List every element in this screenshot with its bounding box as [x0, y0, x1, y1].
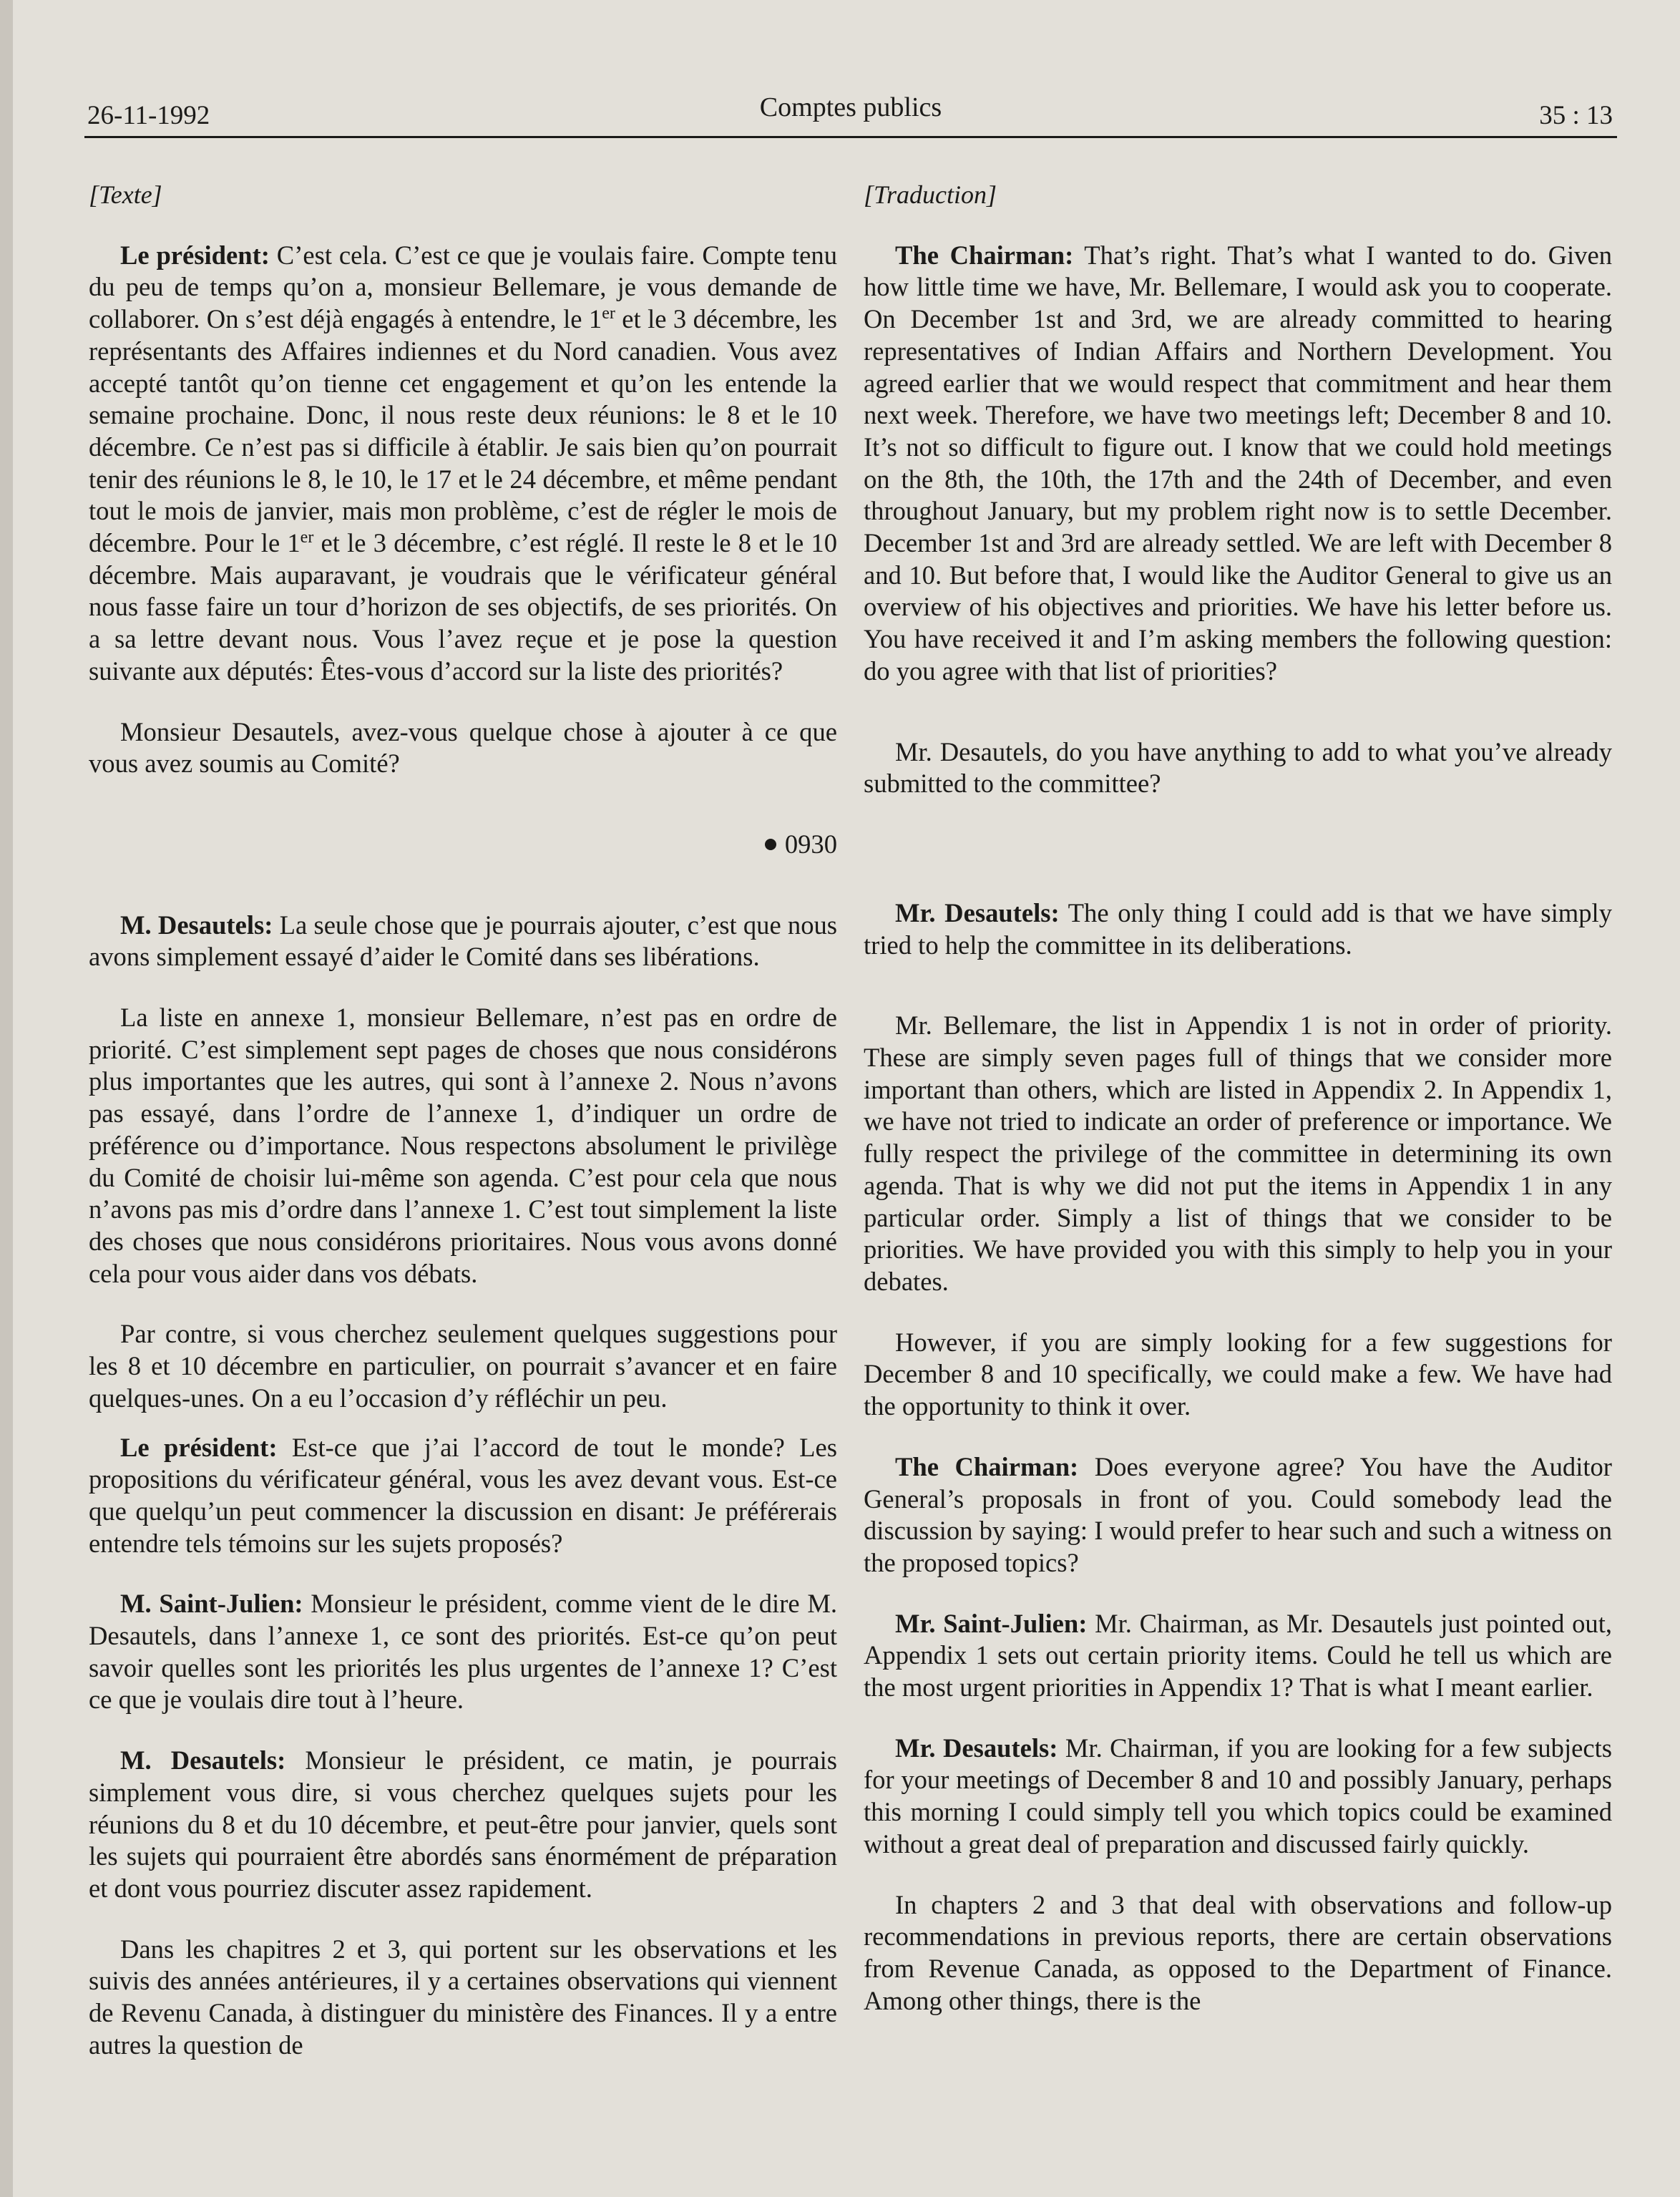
english-paragraph-8: Mr. Desautels: Mr. Chairman, if you are looking for a few subjects for your meetings of December 8 and 10 and possibly January, perhaps this morning I could simply tell you which topics could be examined without a great deal of preparation and discussed fairly quickly.	[864, 1733, 1612, 1859]
header-title: Comptes publics	[759, 92, 942, 122]
speaker-name: Mr. Desautels:	[895, 897, 1060, 927]
english-paragraph-1: The Chairman: That’s right. That’s what I wanted to do. Given how little time we have, Mr. Bellemare, I would ask you to cooperate. On December 1st and 3rd, we are already committed to hearing representatives of Indian Affairs and Northern Development. You agreed earlier that we would respect that commitment and hear them next week. Therefore, we have two meetings left; December 8 and 10. It’s not so difficult to figure out. I know that we could hold meetings on the 8th, the 10th, the 17th and the 24th of December, and even throughout January, but my problem right now is to settle December. December 1st and 3rd are already settled. We are left with December 8 and 10. But before that, I would like the Auditor General to give us an overview of his objectives and priorities. We have his letter before us. You have received it and I’m asking members the following question: do you agree with that list of priorities?	[864, 240, 1612, 686]
french-label: [Texte]	[89, 180, 162, 209]
timestamp-text: 0930	[784, 829, 837, 859]
english-label: [Traduction]	[864, 180, 997, 209]
english-paragraph-7: Mr. Saint-Julien: Mr. Chairman, as Mr. Desautels just pointed out, Appendix 1 sets out certain priority items. Could he tell us which are the most urgent priorities in Appendix 1? That is what I meant earlier.	[864, 1608, 1613, 1702]
speaker-name: M. Saint-Julien:	[120, 1589, 303, 1619]
french-paragraph-2: Monsieur Desautels, avez-vous quelque chose à ajouter à ce que vous avez soumis au Comité?	[89, 716, 837, 779]
page-header	[84, 84, 1617, 138]
english-label-text: Traduction	[874, 180, 987, 209]
french-paragraph-8: M. Desautels: Monsieur le président, ce matin, je pourrais simplement vous dire, si vous cherchez quelques sujets pour les réunions du 8 et du 10 décembre, et peut-être pour janvier, quels sont les sujets qui pourraient être abordés sans énormément de préparation et dont vous pourriez discuter assez rapidement.	[89, 1745, 838, 1903]
french-paragraph-3: M. Desautels: La seule chose que je pourrais ajouter, c’est que nous avons simplement essayé d’aider le Comité dans ses libérations.	[89, 910, 838, 972]
english-paragraph-6: The Chairman: Does everyone agree? You have the Auditor General’s proposals in front of you. Could somebody lead the discussion by saying: I would prefer to hear such and such a witness on the proposed topics?	[864, 1451, 1612, 1577]
french-paragraph-5: Par contre, si vous cherchez seulement quelques suggestions pour les 8 et 10 décembre en particulier, on pourrait s’avancer et en faire quelques-unes. On a eu l’occasion d’y réfléchir un peu.	[89, 1319, 837, 1413]
english-paragraph-2: Mr. Desautels, do you have anything to add to what you’ve already submitted to the committee?	[864, 736, 1612, 799]
header-date: 26-11-1992	[87, 101, 210, 130]
speaker-name: M. Desautels:	[120, 1745, 286, 1775]
speaker-name: Mr. Saint-Julien:	[895, 1608, 1088, 1638]
french-column	[89, 179, 837, 2061]
english-paragraph-4: Mr. Bellemare, the list in Appendix 1 is not in order of priority. These are simply seven pages full of things that we consider more important than others, which are listed in Appendix 2. In Appendix 1, we have not tried to indicate an order of preference or importance. We fully respect the privilege of the committee in determining its own agenda. That is why we did not put the items in Appendix 1 in any particular order. Simply a list of things that we consider to be priorities. We have provided you with this simply to help you in your debates.	[864, 1010, 1612, 1296]
french-paragraph-1: Le président: C’est cela. C’est ce que je voulais faire. Compte tenu du peu de temps qu’on a, monsieur Bellemare, je vous demande de collaborer. On s’est déjà engagés à entendre, le 1er et le 3 décembre, les représentants des Affaires indiennes et du Nord canadien. Vous avez accepté tantôt qu’on tienne cet engagement et qu’on les entende la semaine prochaine. Donc, il nous reste deux réunions: le 8 et le 10 décembre. Ce n’est pas si difficile à établir. Je sais bien qu’on pourrait tenir des réunions le 8, le 10, le 17 et le 24 décembre, et même pendant tout le mois de janvier, mais mon problème, c’est de régler le mois de décembre. Pour le 1er et le 3 décembre, c’est réglé. Il reste le 8 et le 10 décembre. Mais auparavant, je voudrais que le vérificateur général nous fasse faire un tour d’horizon de ses objectifs, de ses priorités. On a sa lettre devant nous. Vous l’avez reçue et je pose la question suivante aux députés: Êtes-vous d’accord sur la liste des priorités?	[89, 240, 837, 686]
speaker-name: Le président:	[120, 1432, 278, 1462]
speaker-name: The Chairman:	[895, 240, 1074, 270]
french-paragraph-6: Le président: Est-ce que j’ai l’accord de tout le monde? Les propositions du vérificateur général, vous les avez devant vous. Est-ce que quelqu’un peut commencer la discussion en disant: Je préférerais entendre tels témoins sur les sujets proposés?	[89, 1432, 837, 1558]
speaker-name: Le président:	[120, 240, 270, 270]
french-paragraph-7: M. Saint-Julien: Monsieur le président, comme vient de le dire M. Desautels, dans l’annexe 1, ce sont des priorités. Est-ce qu’on peut savoir quelles sont les priorités les plus urgentes de l’annexe 1? C’est ce que je voulais dire tout à l’heure.	[89, 1589, 837, 1715]
english-paragraph-3: Mr. Desautels: The only thing I could add is that we have simply tried to help the committee in its deliberations.	[864, 897, 1612, 960]
page-binding-edge	[0, 0, 13, 2197]
english-column	[864, 179, 1612, 2017]
speaker-name: Mr. Desautels:	[895, 1733, 1058, 1763]
french-paragraph-9: Dans les chapitres 2 et 3, qui portent sur les observations et les suivis des années antérieures, il y a certaines observations qui viennent de Revenu Canada, à distinguer du ministère des Finances. Il y a entre autres la question de	[89, 1934, 837, 2060]
english-paragraph-9: In chapters 2 and 3 that deal with observations and follow-up recommendations in previous reports, there are certain observations from Revenue Canada, as opposed to the Department of Finance. Among other things, there is the	[864, 1889, 1612, 2015]
speaker-name: M. Desautels:	[120, 910, 273, 940]
timestamp-marker	[89, 829, 837, 861]
header-page-number: 35 : 13	[1539, 101, 1613, 130]
english-paragraph-5: However, if you are simply looking for a few suggestions for December 8 and 10 specifically, we could make a few. We have had the opportunity to think it over.	[864, 1327, 1612, 1421]
speaker-name: The Chairman:	[895, 1451, 1079, 1481]
bullet-icon	[765, 839, 776, 850]
french-paragraph-4: La liste en annexe 1, monsieur Bellemare, n’est pas en ordre de priorité. C’est simplement sept pages de choses que nous considérons plus importantes que les autres, qui sont à l’annexe 2. Nous n’avons pas essayé, dans l’ordre de l’annexe 1, d’indiquer un ordre de préférence ou d’importance. Nous respectons absolument le privilège du Comité de choisir lui-même son agenda. C’est pour cela que nous n’avons pas mis d’ordre dans l’annexe 1. C’est tout simplement la liste des choses que nous considérons prioritaires. Nous vous avons donné cela pour vous aider dans vos débats.	[89, 1003, 837, 1288]
french-label-text: Texte	[99, 180, 152, 209]
